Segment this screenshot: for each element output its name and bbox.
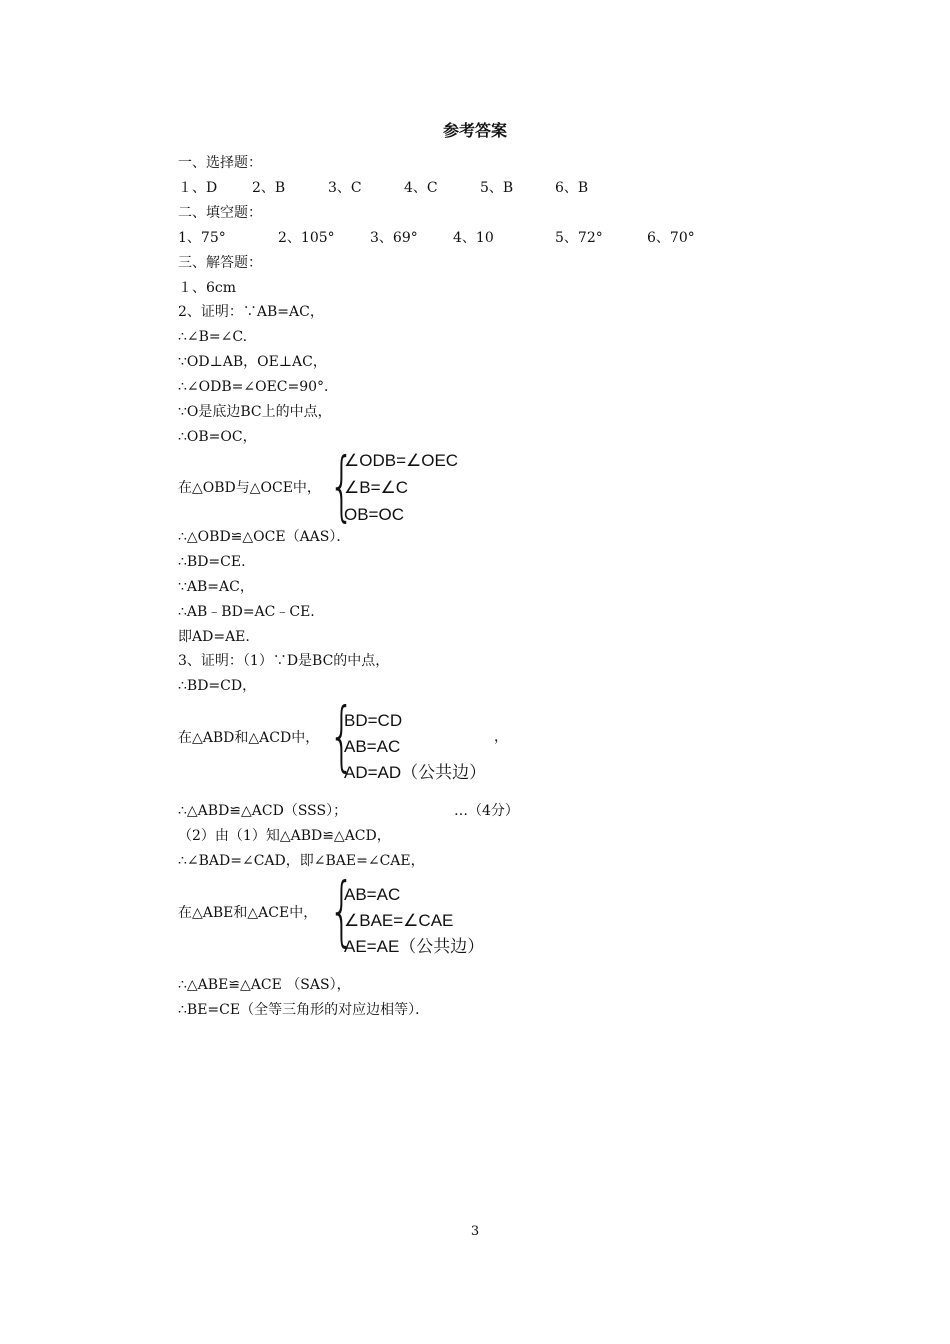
section-heading-fill: 二、填空题： bbox=[178, 205, 262, 221]
proof-line: ∴∠BAD=∠CAD，即∠BAE=∠CAE， bbox=[178, 853, 425, 869]
system-label: 在△ABD和△ACD中， bbox=[178, 730, 320, 746]
proof-line: ∴BE=CE（全等三角形的对应边相等）． bbox=[178, 1002, 430, 1018]
proof-line: 即AD=AE. bbox=[178, 629, 250, 645]
system-equation: ∠ODB=∠OEC bbox=[344, 451, 459, 470]
system-label: 在△OBD与△OCE中， bbox=[178, 480, 321, 496]
proof-line: ∴∠ODB=∠OEC=90°． bbox=[178, 379, 339, 395]
proof-line: ∴△ABD≌△ACD（SSS）； bbox=[178, 803, 348, 819]
proof-line: ∵AB=AC， bbox=[178, 579, 254, 595]
proof-line: ∵O是底边BC上的中点， bbox=[178, 404, 332, 420]
fill-answer: 1、75° bbox=[178, 230, 226, 246]
choice-answer: 3、C bbox=[328, 180, 362, 196]
score-note: …（4分） bbox=[454, 803, 519, 819]
system-equation: OB=OC bbox=[344, 505, 404, 524]
system-equation: AB=AC bbox=[344, 885, 401, 904]
section-heading-choice: 一、选择题： bbox=[178, 155, 262, 171]
page-title: 参考答案 bbox=[442, 121, 507, 140]
system-equation: ∠BAE=∠CAE bbox=[344, 911, 454, 930]
solve-answer-1: １、6cm bbox=[178, 280, 237, 296]
fill-answer: 4、10 bbox=[453, 230, 494, 246]
choice-answer: 5、B bbox=[480, 180, 514, 196]
proof-line: 2、证明：∵AB=AC， bbox=[178, 304, 324, 320]
proof-line: ∴BD=CD， bbox=[178, 678, 257, 694]
fill-answer: 2、105° bbox=[278, 230, 335, 246]
system-equation: BD=CD bbox=[344, 711, 403, 730]
section-heading-solve: 三、解答题： bbox=[178, 255, 262, 271]
system-label: 在△ABE和△ACE中， bbox=[178, 905, 318, 921]
fill-answer: 5、72° bbox=[555, 230, 603, 246]
proof-line: ∴BD=CE. bbox=[178, 554, 246, 570]
choice-answer: １、D bbox=[178, 180, 218, 196]
system-equation: AD=AD（公共边） bbox=[344, 763, 487, 782]
proof-line: ∴△ABE≌△ACE （SAS）， bbox=[178, 977, 351, 993]
proof-line: ∴∠B=∠C. bbox=[178, 329, 248, 345]
system-equation: AE=AE（公共边） bbox=[344, 937, 485, 956]
left-brace-icon: { bbox=[329, 693, 355, 781]
proof-line: ∴AB﹣BD=AC﹣CE. bbox=[178, 604, 315, 620]
system-trailing-comma: ， bbox=[494, 729, 508, 745]
proof-line: ∵OD⊥AB，OE⊥AC， bbox=[178, 354, 327, 370]
system-equation: ∠B=∠C bbox=[344, 478, 409, 497]
choice-answer: 4、C bbox=[404, 180, 438, 196]
fill-answer: 6、70° bbox=[647, 230, 695, 246]
left-brace-icon: { bbox=[329, 443, 355, 531]
page-number: 3 bbox=[470, 1224, 480, 1239]
choice-answer: 2、B bbox=[252, 180, 286, 196]
fill-answer: 3、69° bbox=[370, 230, 418, 246]
proof-line: ∴△OBD≌△OCE（AAS）． bbox=[178, 529, 351, 545]
proof-line: 3、证明：（1）∵D是BC的中点， bbox=[178, 653, 390, 669]
system-equation: AB=AC bbox=[344, 737, 401, 756]
proof-line: （2）由（1）知△ABD≌△ACD， bbox=[178, 828, 391, 844]
choice-answer: 6、B bbox=[555, 180, 589, 196]
proof-line: ∴OB=OC， bbox=[178, 429, 257, 445]
left-brace-icon: { bbox=[329, 868, 355, 956]
